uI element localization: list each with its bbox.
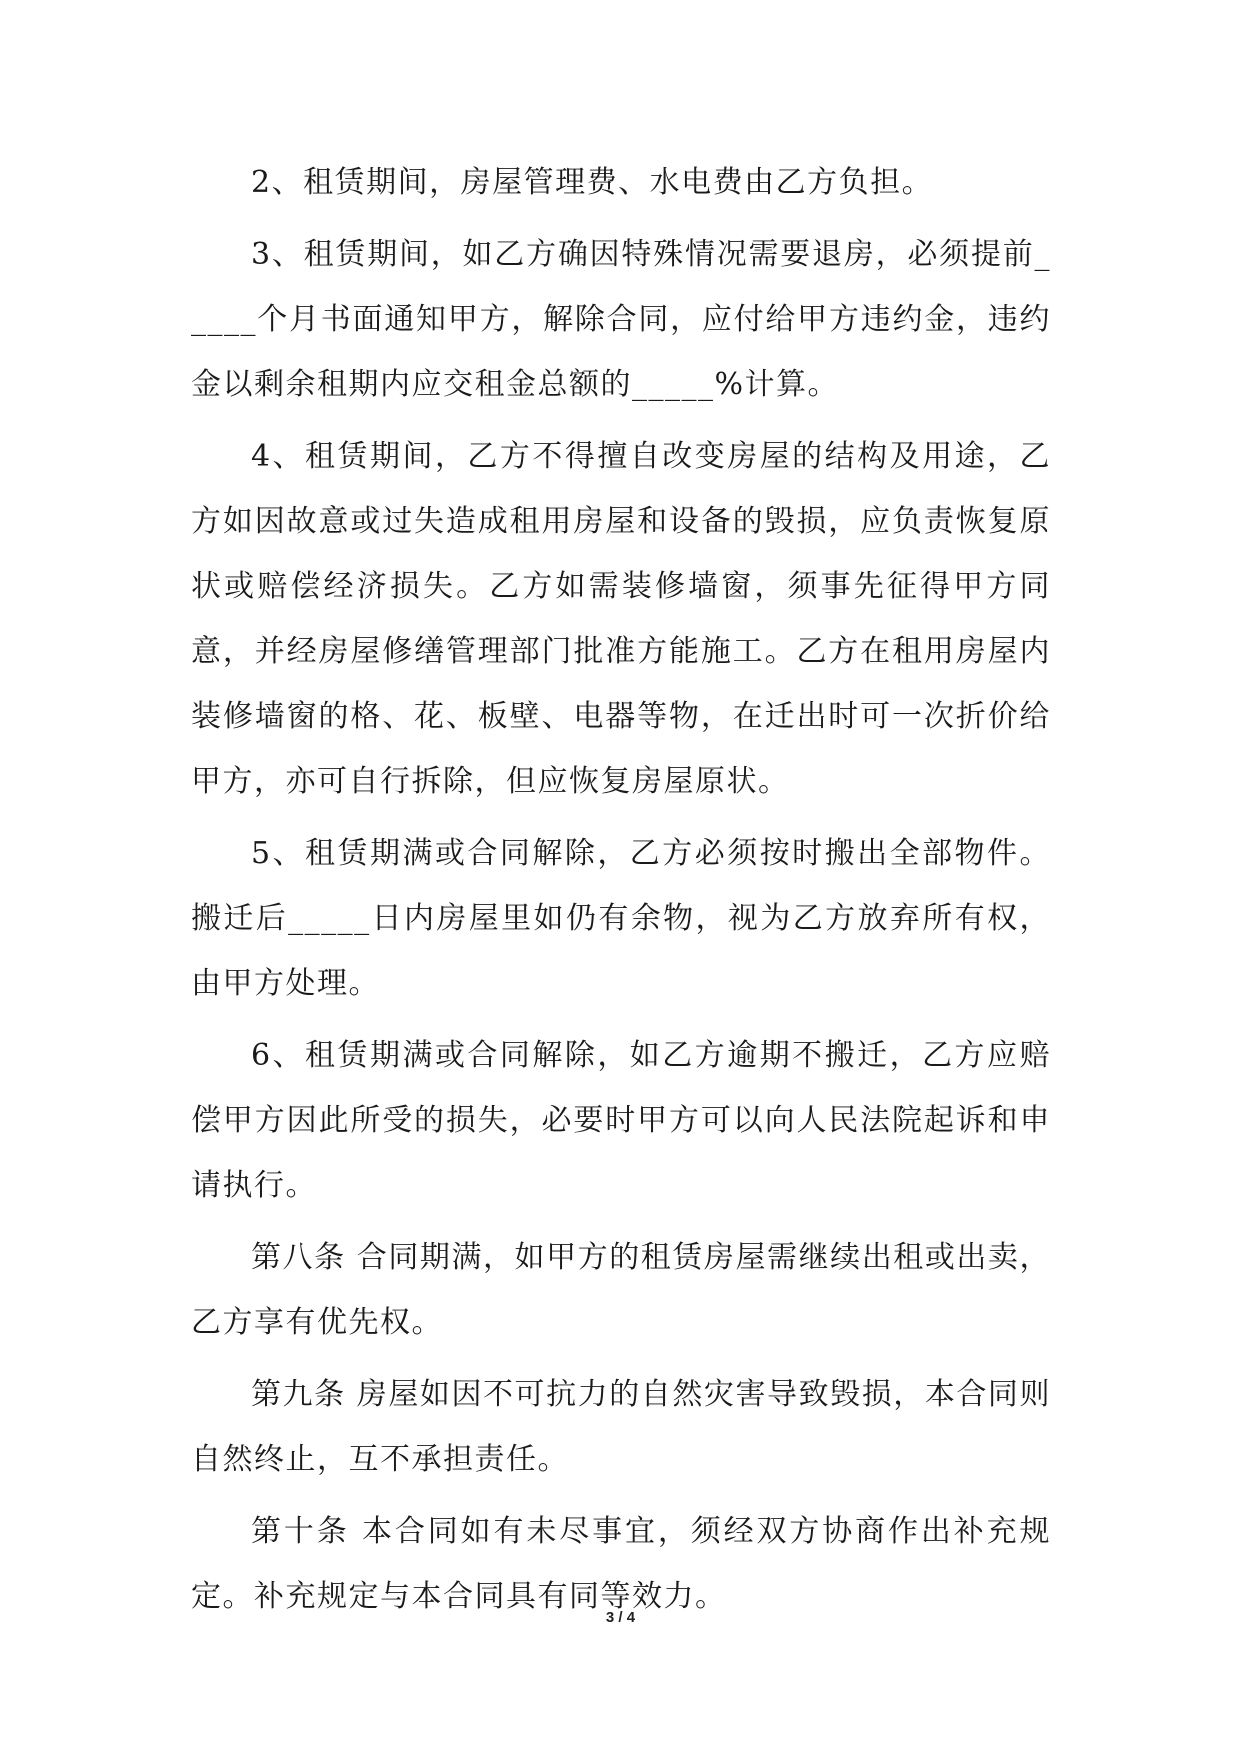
clause-paragraph: 5、租赁期满或合同解除，乙方必须按时搬出全部物件。搬迁后_____日内房屋里如仍有余物，视为乙方放弃所有权，由甲方处理。 xyxy=(191,836,1051,1001)
article-paragraph: 第十条 本合同如有未尽事宜，须经双方协商作出补充规定。补充规定与本合同具有同等效力。 xyxy=(191,1514,1051,1614)
page-number: 3 / 4 xyxy=(605,1609,636,1626)
document-body xyxy=(191,150,1051,1636)
clause-paragraph: 2、租赁期间，房屋管理费、水电费由乙方负担。 xyxy=(251,165,934,200)
article-paragraph: 第八条 合同期满，如甲方的租赁房屋需继续出租或出卖，乙方享有优先权。 xyxy=(191,1240,1051,1340)
clause-paragraph: 4、租赁期间，乙方不得擅自改变房屋的结构及用途，乙方如因故意或过失造成租用房屋和设备的毁损，应负责恢复原状或赔偿经济损失。乙方如需装修墙窗，须事先征得甲方同意，并经房屋修缮管理部门批准方能施工。乙方在租用房屋内装修墙窗的格、花、板壁、电器等物，在迁出时可一次折价给甲方，亦可自行拆除，但应恢复房屋原状。 xyxy=(191,439,1051,799)
clause-paragraph: 6、租赁期满或合同解除，如乙方逾期不搬迁，乙方应赔偿甲方因此所受的损失，必要时甲方可以向人民法院起诉和申请执行。 xyxy=(191,1038,1051,1203)
clause-paragraph: 3、租赁期间，如乙方确因特殊情况需要退房，必须提前_____个月书面通知甲方，解除合同，应付给甲方违约金，违约金以剩余租期内应交租金总额的_____%计算。 xyxy=(191,237,1051,402)
article-paragraph: 第九条 房屋如因不可抗力的自然灾害导致毁损，本合同则自然终止，互不承担责任。 xyxy=(191,1377,1051,1477)
